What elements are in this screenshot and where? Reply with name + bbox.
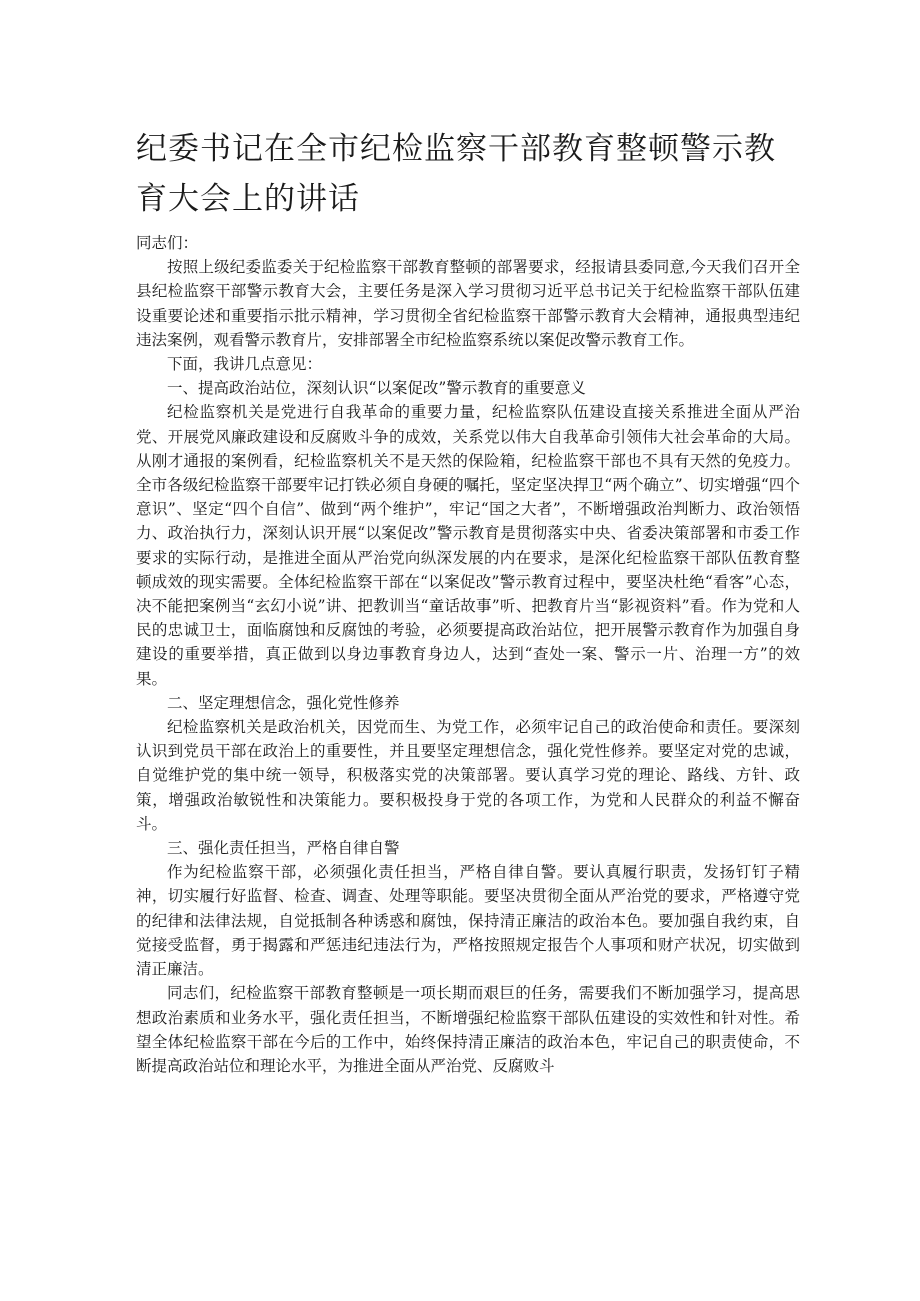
paragraph-section-1: 纪检监察机关是党进行自我革命的重要力量，纪检监察队伍建设直接关系推进全面从严治党、开展党风廉政建设和反腐败斗争的成效，关系党以伟大自我革命引领伟大社会革命的大局。从刚才通报的案例看，纪检监察机关不是天然的保险箱，纪检监察干部也不具有天然的免疫力。全市各级纪检监察干部要牢记打铁必须自身硬的嘱托，坚定坚决捍卫“两个确立”、切实增强“四个意识”、坚定“四个自信”、做到“两个维护”，牢记“国之大者”，不断增强政治判断力、政治领悟力、政治执行力，深刻认识开展“以案促改”警示教育是贯彻落实中央、省委决策部署和市委工作要求的实际行动，是推进全面从严治党向纵深发展的内在要求，是深化纪检监察干部队伍教育整顿成效的现实需要。全体纪检监察干部在“以案促改”警示教育过程中，要坚决杜绝“看客”心态，决不能把案例当“玄幻小说”讲、把教训当“童话故事”听、把教育片当“影视资料”看。作为党和人民的忠诚卫士，面临腐蚀和反腐蚀的考验，必须要提高政治站位，把开展警示教育作为加强自身建设的重要举措，真正做到以身边事教育身边人，达到“查处一案、警示一片、治理一方”的效果。 [136, 403, 800, 688]
paragraph-closing: 同志们，纪检监察干部教育整顿是一项长期而艰巨的任务，需要我们不断加强学习，提高思想政治素质和业务水平，强化责任担当，不断增强纪检监察干部队伍建设的实效性和针对性。希望全体纪检监察干部在今后的工作中，始终保持清正廉洁的政治本色，牢记自己的职责使命，不断提高政治站位和理论水平，为推进全面从严治党、反腐败斗 [136, 984, 800, 1075]
document-title: 纪委书记在全市纪检监察干部教育整顿警示教育大会上的讲话 [136, 131, 776, 217]
section-heading-3: 三、强化责任担当，严格自律自警 [167, 839, 400, 858]
salutation: 同志们： [136, 234, 199, 252]
section-heading-2: 二、坚定理想信念，强化党性修养 [167, 693, 400, 712]
paragraph-section-3: 作为纪检监察干部，必须强化责任担当，严格自律自警。要认真履行职责，发扬钉钉子精神，切实履行好监督、检查、调查、处理等职能。要坚决贯彻全面从严治党的要求，严格遵守党的纪律和法律法规，自觉抵制各种诱惑和腐蚀，保持清正廉洁的政治本色。要加强自我约束，自觉接受监督，勇于揭露和严惩违纪违法行为，严格按照规定报告个人事项和财产状况，切实做到清正廉洁。 [136, 863, 800, 979]
section-heading-1: 一、提高政治站位，深刻认识“以案促改”警示教育的重要意义 [167, 379, 586, 398]
paragraph-transition: 下面，我讲几点意见： [167, 355, 323, 374]
paragraph-section-2: 纪检监察机关是政治机关，因党而生、为党工作，必须牢记自己的政治使命和责任。要深刻认识到党员干部在政治上的重要性，并且要坚定理想信念，强化党性修养。要坚定对党的忠诚，自觉维护党的集中统一领导，积极落实党的决策部署。要认真学习党的理论、路线、方针、政策，增强政治敏锐性和决策能力。要积极投身于党的各项工作，为党和人民群众的利益不懈奋斗。 [136, 718, 800, 833]
document-body [136, 231, 800, 1078]
paragraph-intro: 按照上级纪委监委关于纪检监察干部教育整顿的部署要求，经报请县委同意,今天我们召开全县纪检监察干部警示教育大会，主要任务是深入学习贯彻习近平总书记关于纪检监察干部队伍建设重要论述和重要指示批示精神，学习贯彻全省纪检监察干部警示教育大会精神，通报典型违纪违法案例，观看警示教育片，安排部署全市纪检监察系统以案促改警示教育工作。 [136, 258, 800, 349]
